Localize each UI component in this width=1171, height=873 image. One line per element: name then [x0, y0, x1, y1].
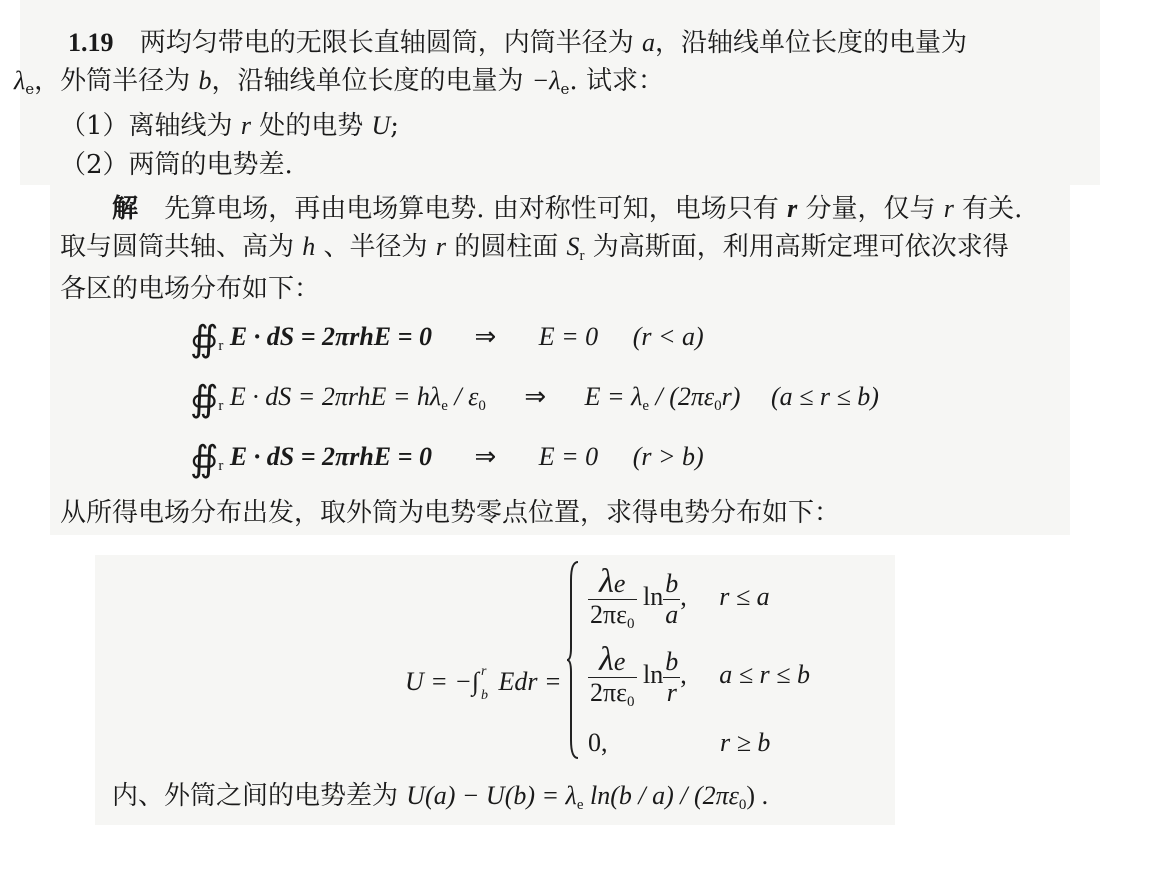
potential-lhs: U = −∫ r b Edr = [405, 664, 562, 703]
case-1: $\frac{\lambda e}{2\pi\varepsilon_0}$ ln $\frac{b}{a}$ , r ≤ a [590, 563, 770, 632]
gauss-equation-1: $∯_r$ E · dS = 2πrhE = 0 ⇒ E = 0 (r < a) [190, 319, 704, 359]
final-result: 内、外筒之间的电势差为 $U(a) - U(b) = \lambda_e$ $\ln(b / a) / (2\pi\varepsilon_0)$ . [112, 781, 769, 813]
problem-line-1: 1.19 两均匀带电的无限长直轴圆筒，内筒半径为 a，沿轴线单位长度的电量为 [68, 28, 968, 58]
problem-number: 1.19 [68, 28, 114, 57]
case-3: 0, r ≥ b [588, 728, 771, 757]
solution-line-1: 解 先算电场，再由电场算电势. 由对称性可知，电场只有 r 分量，仅与 r 有关. [112, 194, 1023, 224]
piecewise-brace [566, 560, 580, 760]
surface-integral-symbol: ∯ [190, 319, 219, 359]
potential-intro: 从所得电场分布出发，取外筒为电势零点位置，求得电势分布如下： [60, 498, 841, 528]
gauss-equation-3: $∯_r$ E · dS = 2πrhE = 0 ⇒ E = 0 (r > b) [190, 439, 704, 479]
gauss-equation-2: $∯_r$ E · dS = $2\pi rhE = h\lambda_e / \varepsilon_0$ ⇒ $E = \lambda_e / (2\pi\varepsilon_0r) (a \le r \le b)$ [190, 379, 879, 419]
solution-label: 解 [112, 194, 139, 224]
piecewise-brace-icon [566, 560, 580, 760]
problem-line-2: $\lambda_e$，外筒半径为 b，沿轴线单位长度的电量为 $-\lambda_e$. 试求： [14, 66, 664, 98]
solution-line-2: 取与圆筒共轴、高为 h 、半径为 r 的圆柱面 $S_r$ 为高斯面，利用高斯定理可依次求得 [60, 232, 1009, 264]
case-2: $\frac{\lambda e}{2\pi\varepsilon_0}$ ln $\frac{b}{r}$ , a ≤ r ≤ b [590, 641, 810, 710]
question-2: （2）两筒的电势差. [60, 150, 293, 180]
question-1: （1）离轴线为 r 处的电势 U; [60, 111, 400, 141]
solution-line-3: 各区的电场分布如下： [60, 274, 321, 304]
